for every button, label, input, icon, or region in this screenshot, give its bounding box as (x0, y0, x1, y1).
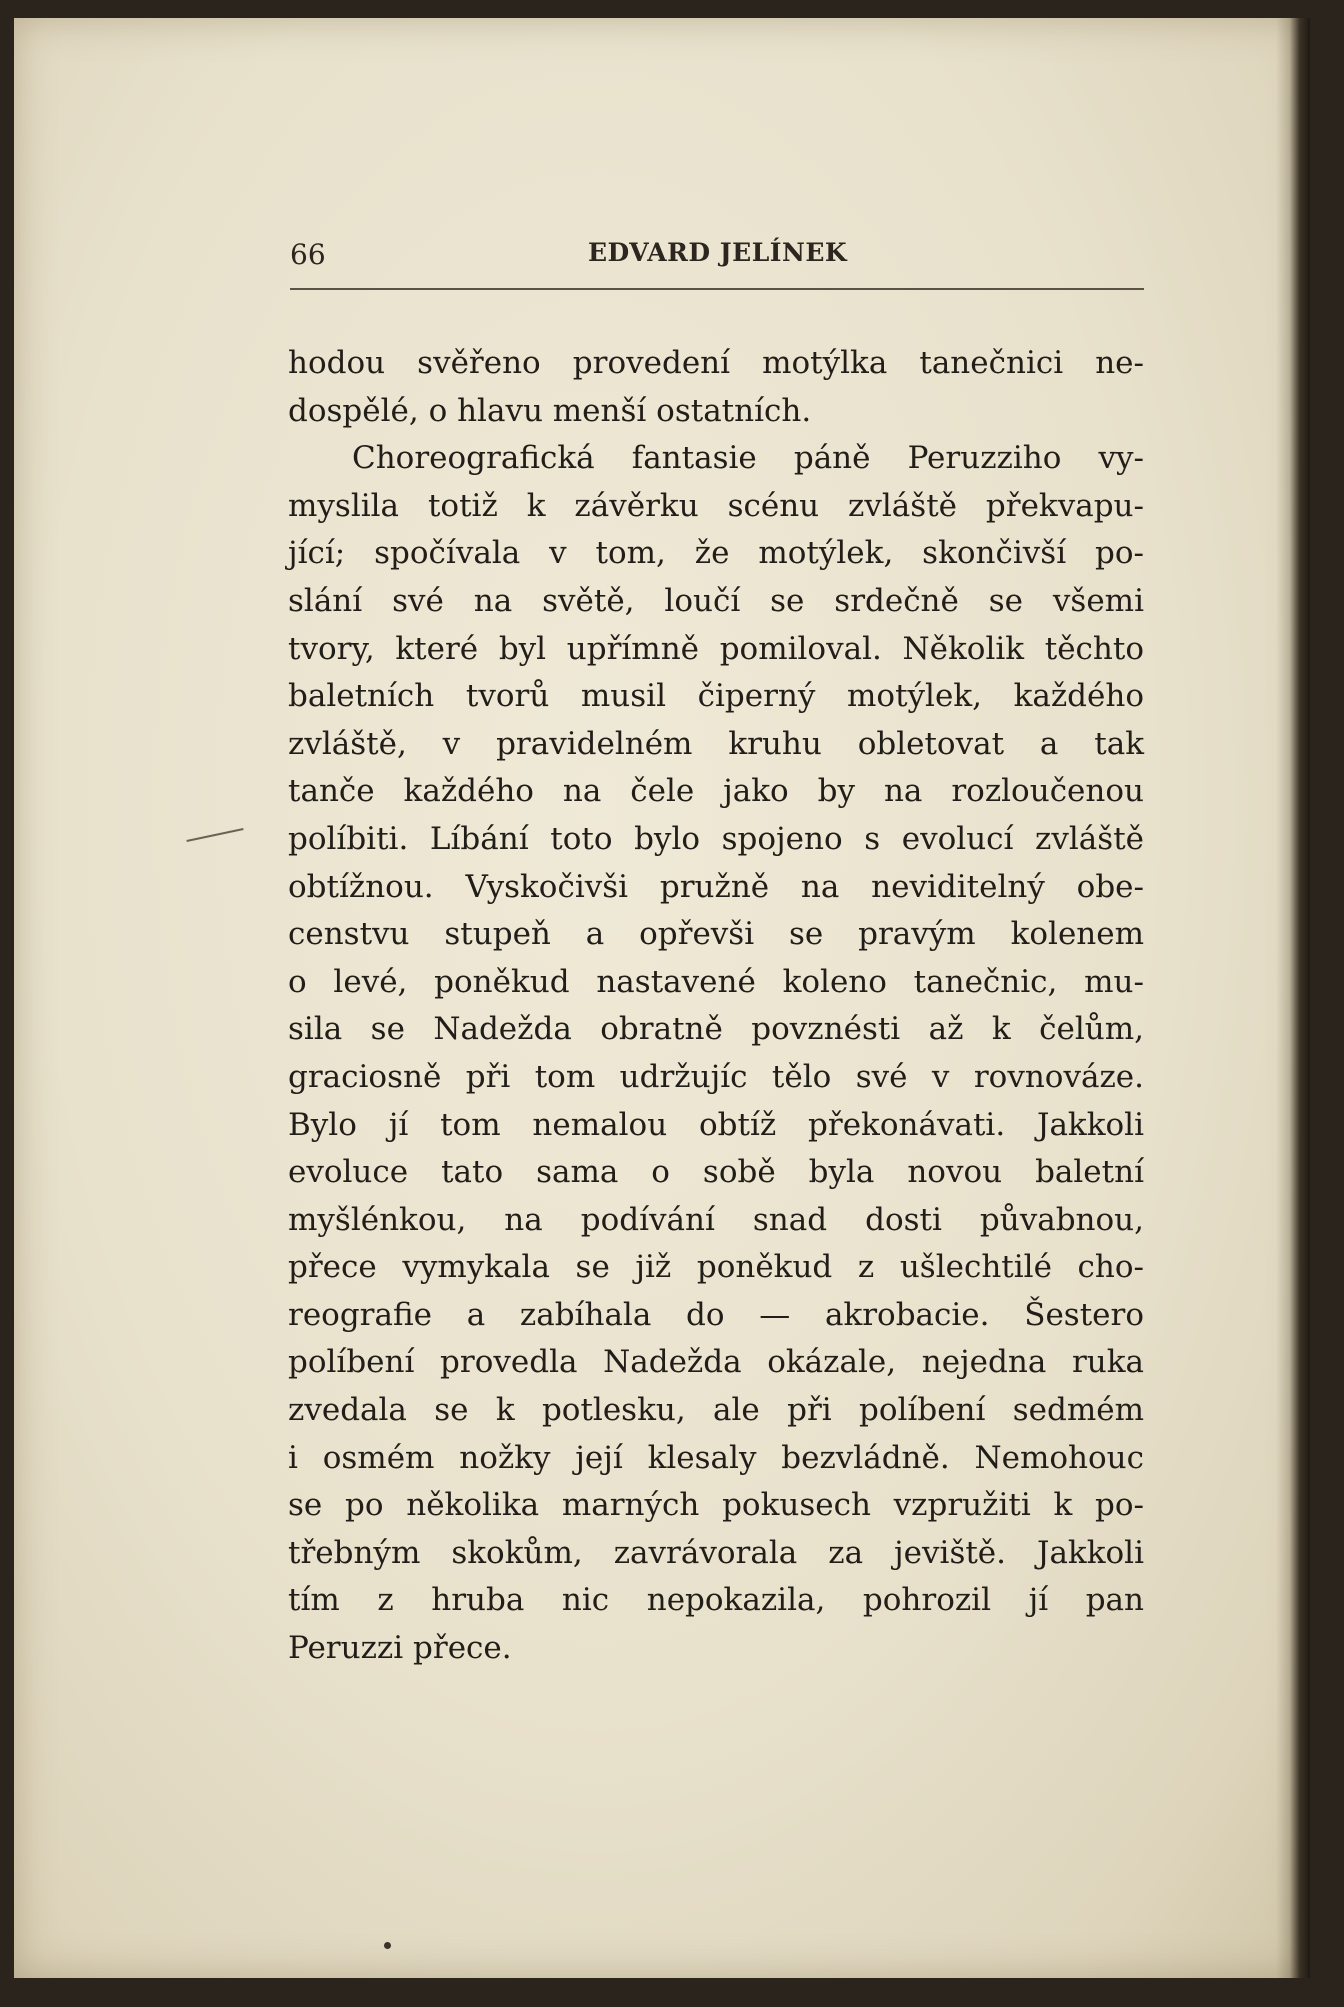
text-line: graciosně při tom udržujíc tělo své v rovnováze. (288, 1058, 1144, 1095)
text-line: myšlénkou, na podívání snad dosti půvabnou, (288, 1201, 1144, 1238)
text-line: políbení provedla Nadežda okázale, nejedna ruka (288, 1344, 1144, 1381)
text-line: reografie a zabíhala do — akrobacie. Šestero (288, 1296, 1144, 1333)
text-line: hodou svěřeno provedení motýlka tanečnici ne- (288, 345, 1144, 381)
text-line: Peruzzi přece. (288, 1630, 512, 1667)
text-line: i osmém nožky její klesaly bezvládně. Nemohouc (288, 1439, 1144, 1476)
text-line: jící; spočívala v tom, že motýlek, skončivší po- (288, 535, 1144, 572)
text-line: o levé, poněkud nastavené koleno tanečnic, mu- (288, 963, 1144, 1000)
text-line: obtížnou. Vyskočivši pružně na neviditelný obe- (288, 868, 1144, 905)
text-line: slání své na světě, loučí se srdečně se všemi (288, 582, 1144, 619)
text-line: tvory, které byl upřímně pomiloval. Několik těchto (288, 630, 1144, 667)
text-line: zvedala se k potlesku, ale při políbení sedmém (288, 1392, 1144, 1429)
ink-speck (384, 1942, 391, 1949)
page-number: 66 (290, 238, 326, 271)
text-line: zvláště, v pravidelném kruhu obletovat a tak (288, 725, 1144, 762)
body-text (288, 340, 1144, 1673)
text-line: sila se Nadežda obratně povznésti až k čelům, (288, 1011, 1144, 1048)
text-line: třebným skokům, zavrávorala za jeviště. Jakkoli (288, 1534, 1144, 1571)
text-line: myslila totiž k závěrku scénu zvláště překvapu- (288, 487, 1144, 524)
text-line: tanče každého na čele jako by na rozloučenou (288, 773, 1144, 810)
text-line: Choreografická fantasie páně Peruzziho vy- (352, 440, 1144, 477)
text-line: censtvu stupeň a opřevši se pravým kolenem (288, 916, 1144, 953)
text-line: se po několika marných pokusech vzpružiti k po- (288, 1487, 1144, 1524)
text-line: přece vymykala se již poněkud z ušlechtilé cho- (288, 1249, 1144, 1286)
page-header (290, 234, 1146, 274)
header-rule (290, 288, 1144, 290)
text-line: evoluce tato sama o sobě byla novou baletní (288, 1154, 1144, 1191)
text-line: políbiti. Líbání toto bylo spojeno s evolucí zvláště (288, 820, 1144, 857)
running-head: EDVARD JELÍNEK (588, 238, 848, 267)
text-line: baletních tvorů musil čiperný motýlek, každého (288, 678, 1144, 715)
text-line: tím z hruba nic nepokazila, pohrozil jí pan (288, 1582, 1144, 1619)
text-line: dospělé, o hlavu menší ostatních. (288, 392, 812, 429)
text-line: Bylo jí tom nemalou obtíž překonávati. Jakkoli (288, 1106, 1144, 1143)
page-gutter-shadow (1276, 18, 1310, 1978)
